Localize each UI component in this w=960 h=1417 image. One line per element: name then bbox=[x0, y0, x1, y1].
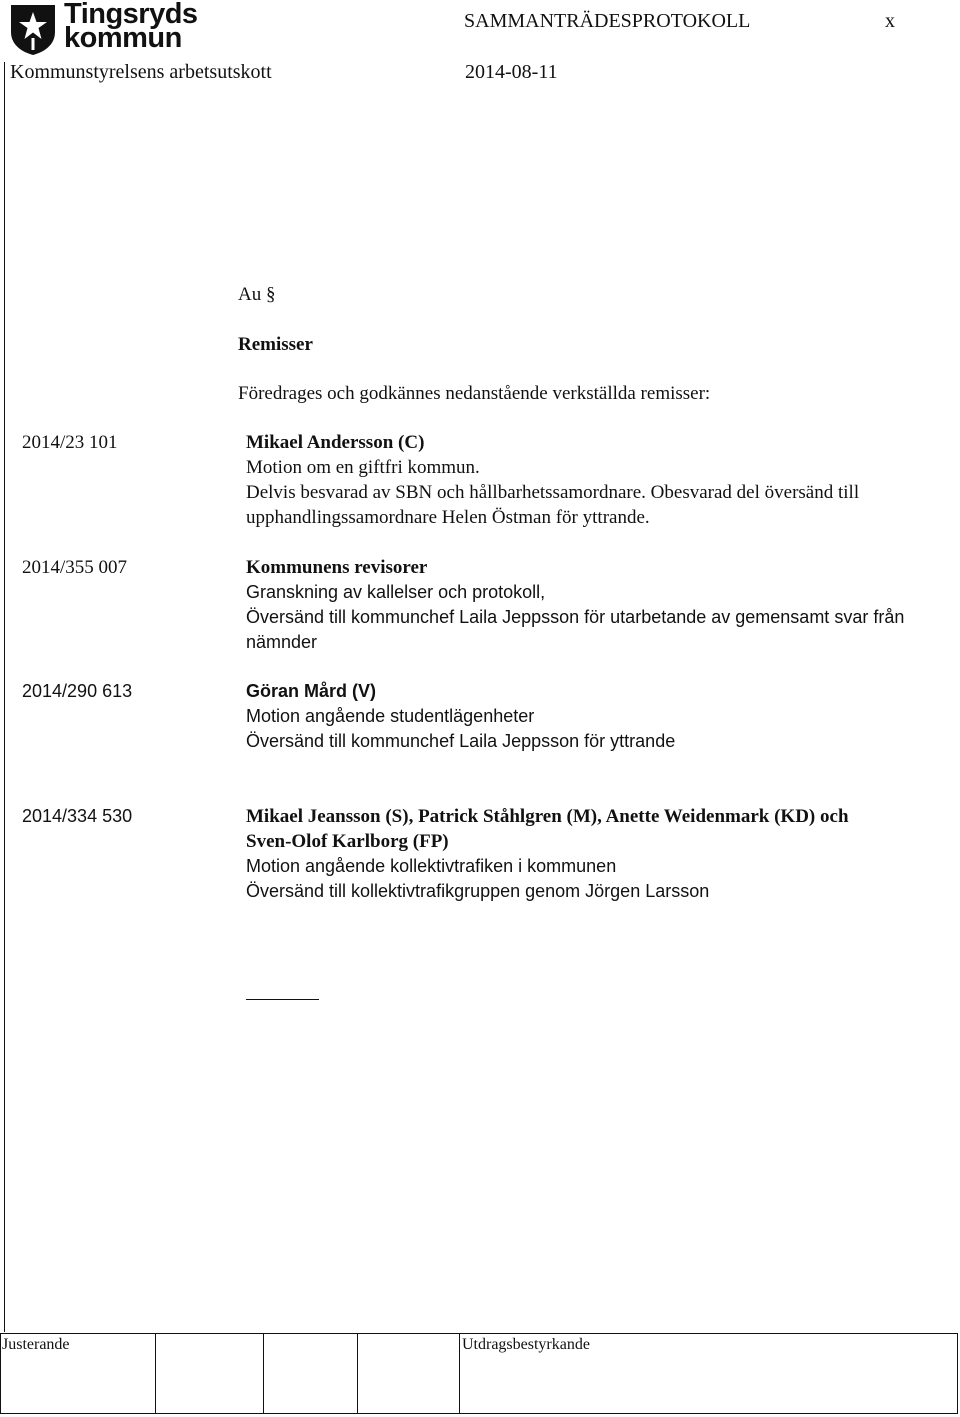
entry-line: Motion angående studentlägenheter bbox=[246, 706, 535, 726]
list-item bbox=[246, 430, 859, 530]
entry-heading: Mikael Jeansson (S), Patrick Ståhlgren (M), Anette Weidenmark (KD) och bbox=[246, 806, 849, 827]
header-mark: x bbox=[885, 10, 895, 32]
entry-line: Motion angående kollektivtrafiken i kommunen bbox=[246, 856, 617, 876]
municipality-crest-icon bbox=[8, 2, 58, 56]
committee-name: Kommunstyrelsens arbetsutskott bbox=[10, 61, 272, 83]
logo-line-1: Tingsryds bbox=[64, 0, 198, 30]
entry-line: upphandlingssamordnare Helen Östman för yttrande. bbox=[246, 507, 650, 528]
document-type: SAMMANTRÄDESPROTOKOLL bbox=[464, 10, 751, 32]
logo-line-2: kommun bbox=[64, 22, 182, 54]
signature-footer bbox=[0, 1333, 960, 1417]
entry-heading-continued: Sven-Olof Karlborg (FP) bbox=[246, 831, 449, 852]
list-item bbox=[246, 679, 675, 754]
paragraph-number: Au § bbox=[238, 284, 276, 305]
list-item bbox=[246, 555, 904, 655]
case-number: 2014/355 007 bbox=[22, 557, 128, 578]
entry-line: Delvis besvarad av SBN och hållbarhetssamordnare. Obesvarad del översänd till bbox=[246, 482, 860, 503]
case-number: 2014/334 530 bbox=[22, 806, 133, 826]
footer-top-rule bbox=[0, 1333, 958, 1334]
entry-line: Översänd till kommunchef Laila Jeppsson för yttrande bbox=[246, 731, 676, 751]
entry-heading: Kommunens revisorer bbox=[246, 557, 428, 578]
divider bbox=[246, 999, 319, 1000]
meeting-date: 2014-08-11 bbox=[465, 61, 558, 83]
entry-line: nämnder bbox=[246, 632, 318, 652]
utdragsbestyrkande-label: Utdragsbestyrkande bbox=[462, 1336, 590, 1353]
entry-line: Granskning av kallelser och protokoll, bbox=[246, 582, 546, 602]
footer-divider bbox=[0, 1333, 1, 1414]
municipality-logo bbox=[64, 0, 198, 54]
section-title: Remisser bbox=[238, 334, 313, 355]
entry-heading: Göran Mård (V) bbox=[246, 681, 377, 701]
footer-divider bbox=[957, 1333, 958, 1414]
entry-line: Motion om en giftfri kommun. bbox=[246, 457, 480, 478]
entry-heading: Mikael Andersson (C) bbox=[246, 432, 425, 453]
footer-divider bbox=[263, 1333, 264, 1414]
footer-bottom-rule bbox=[0, 1413, 958, 1414]
margin-line bbox=[4, 62, 5, 1332]
footer-divider bbox=[155, 1333, 156, 1414]
case-number: 2014/290 613 bbox=[22, 681, 133, 701]
entry-line: Översänd till kollektivtrafikgruppen genom Jörgen Larsson bbox=[246, 881, 710, 901]
footer-divider bbox=[459, 1333, 460, 1414]
case-number: 2014/23 101 bbox=[22, 432, 118, 453]
entry-line: Översänd till kommunchef Laila Jeppsson för utarbetande av gemensamt svar från bbox=[246, 607, 905, 627]
section-intro: Föredrages och godkännes nedanstående verkställda remisser: bbox=[238, 383, 711, 404]
footer-divider bbox=[357, 1333, 358, 1414]
list-item bbox=[246, 804, 849, 904]
justerande-label: Justerande bbox=[2, 1336, 70, 1353]
